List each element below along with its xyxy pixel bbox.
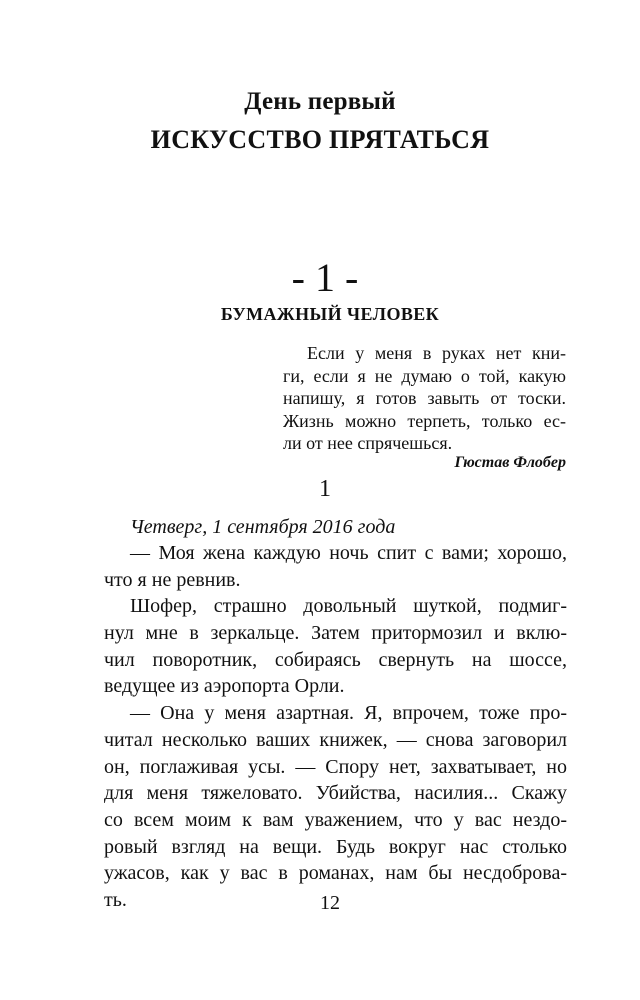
body-line: читал несколько ваших книжек, — снова заговорил xyxy=(104,728,567,751)
chapter-number: - 1 - xyxy=(291,255,359,300)
epigraph-line: Если у меня в руках нет кни- xyxy=(307,343,566,363)
body-line: — Моя жена каждую ночь спит с вами; хорошо, xyxy=(130,542,567,564)
body-line: ть. xyxy=(104,888,127,911)
epigraph-line: Жизнь можно терпеть, только ес- xyxy=(283,410,566,431)
epigraph-author: Гюстав Флобер xyxy=(454,454,566,471)
chapter-title: БУМАЖНЫЙ ЧЕЛОВЕК xyxy=(220,304,440,324)
body-line: чил поворотник, собираясь свернуть на шоссе, xyxy=(104,648,567,671)
body-text xyxy=(104,540,567,914)
part-label: День первый xyxy=(244,88,396,115)
body-line: Шофер, страшно довольный шуткой, подмиг- xyxy=(130,595,567,618)
body-line: он, поглаживая усы. — Спору нет, захватывает, но xyxy=(104,755,567,778)
epigraph xyxy=(283,342,566,455)
body-line: ведущее из аэропорта Орли. xyxy=(104,675,345,698)
epigraph-line: ги, если я не думаю о той, какую xyxy=(283,365,566,386)
body-line: нул мне в зеркальце. Затем притормозил и вклю- xyxy=(104,622,567,645)
page-number: 12 xyxy=(320,892,340,914)
epigraph-line: напишу, я готов завыть от тоски. xyxy=(283,388,566,409)
body-line: со всем моим к вам уважением, что у вас нездо- xyxy=(104,808,567,831)
section-number: 1 xyxy=(319,476,331,502)
body-line: что я не ревнив. xyxy=(104,568,241,591)
body-line: ровый взгляд на вещи. Будь вокруг нас столько xyxy=(104,835,567,858)
epigraph-line: ли от нее спрячешься. xyxy=(283,433,453,454)
dateline: Четверг, 1 сентября 2016 года xyxy=(130,516,396,538)
body-line: ужасов, как у вас в романах, нам бы несдоброва- xyxy=(104,862,567,885)
body-line: для меня тяжеловато. Убийства, насилия... Скажу xyxy=(104,782,567,805)
body-line: — Она у меня азартная. Я, впрочем, тоже про- xyxy=(130,702,567,725)
part-title: ИСКУССТВО ПРЯТАТЬСЯ xyxy=(150,125,490,154)
